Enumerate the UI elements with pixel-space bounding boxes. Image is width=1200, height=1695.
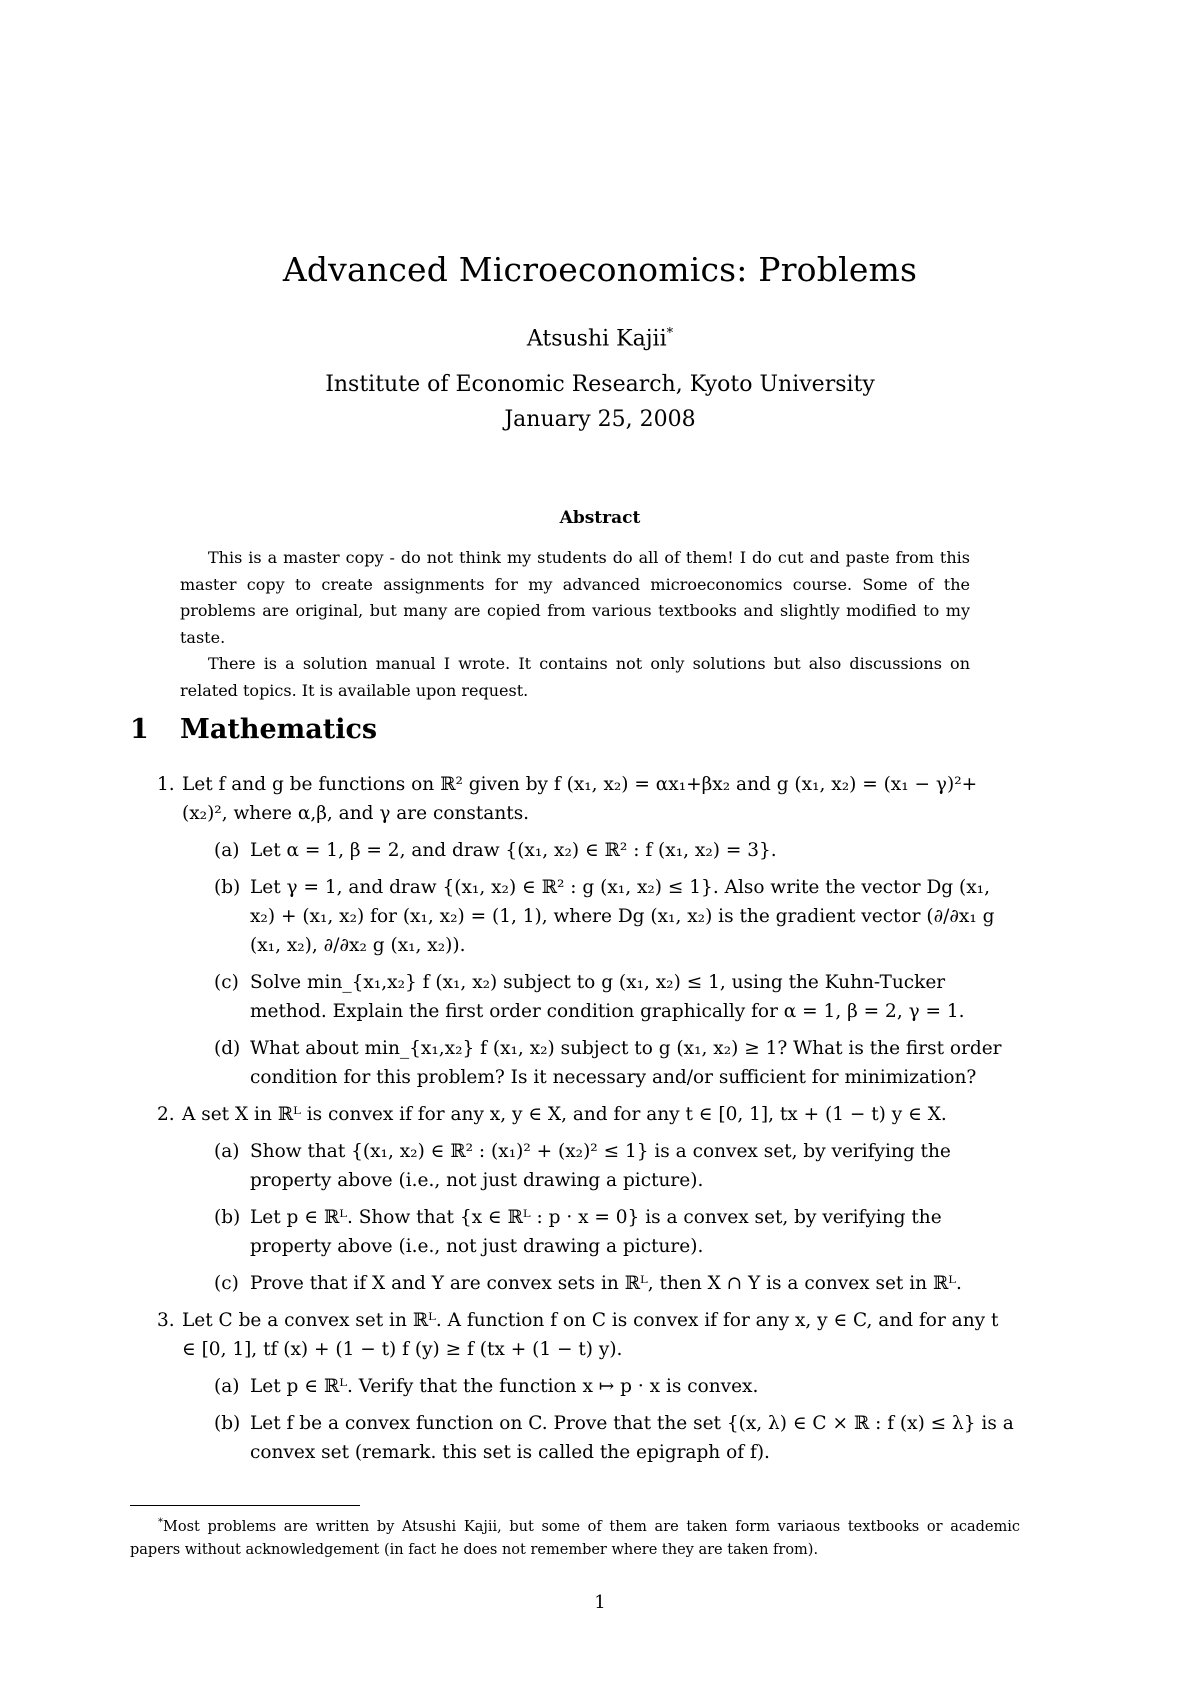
problem-part — [182, 1034, 1017, 1092]
problem-number: 3. — [157, 1310, 175, 1331]
problem-number: 2. — [157, 1104, 175, 1125]
abstract-paragraph: There is a solution manual I wrote. It contains not only solutions but also discussions on related topics. It is available upon request. — [180, 654, 970, 700]
problem-item — [157, 1100, 1017, 1298]
section-number: 1 — [130, 714, 149, 745]
footnote-mark: * — [158, 1517, 163, 1528]
problem-list — [157, 770, 1017, 1475]
abstract-paragraph: This is a master copy - do not think my students do all of them! I do cut and paste from this master copy to create assignments for my advanced microeconomics course. Some of the problems are original, but many are copied from various textbooks and slightly modified to my taste. — [180, 548, 970, 647]
part-label: (c) — [214, 1273, 239, 1294]
paper-title: Advanced Microeconomics: Problems — [282, 250, 918, 289]
author-line — [0, 326, 1200, 351]
abstract-heading: Abstract — [559, 508, 641, 528]
part-label: (c) — [214, 972, 239, 993]
problem-text: Let f and g be functions on ℝ² given by f (x₁, x₂) = αx₁+βx₂ and g (x₁, x₂) = (x₁ − γ)²+(x₂)², where α,β, and γ are constants. — [182, 774, 978, 824]
footnote-text: Most problems are written by Atsushi Kajii, but some of them are taken form variaous textbooks or academic papers without acknowledgement (in fact he does not remember where they are taken from). — [130, 1518, 1020, 1559]
part-label: (b) — [214, 877, 241, 898]
problem-part — [182, 1372, 1017, 1401]
part-text: Let α = 1, β = 2, and draw {(x₁, x₂) ∈ ℝ² : f (x₁, x₂) = 3}. — [250, 840, 777, 861]
author-name: Atsushi Kajii — [526, 326, 667, 352]
part-text: Let p ∈ ℝᴸ. Verify that the function x ↦ p · x is convex. — [250, 1376, 759, 1397]
part-label: (b) — [214, 1413, 241, 1434]
page-number: 1 — [594, 1592, 606, 1613]
author-footnote-mark: * — [666, 326, 674, 341]
part-label: (d) — [214, 1038, 241, 1059]
problem-item — [157, 770, 1017, 1092]
part-label: (b) — [214, 1207, 241, 1228]
part-text: Let p ∈ ℝᴸ. Show that {x ∈ ℝᴸ : p · x = 0} is a convex set, by verifying the property above (i.e., not just drawing a picture). — [250, 1207, 942, 1257]
part-label: (a) — [214, 1141, 240, 1162]
problem-part — [182, 1137, 1017, 1195]
affiliation: Institute of Economic Research, Kyoto University — [325, 372, 875, 397]
problem-part — [182, 1269, 1017, 1298]
abstract — [180, 545, 970, 704]
part-label: (a) — [214, 840, 240, 861]
part-text: Let f be a convex function on C. Prove that the set {(x, λ) ∈ C × ℝ : f (x) ≤ λ} is a convex set (remark. this set is called the epigraph of f). — [250, 1413, 1014, 1463]
problem-item — [157, 1306, 1017, 1467]
problem-part — [182, 968, 1017, 1026]
section-title: Mathematics — [180, 714, 378, 745]
problem-part — [182, 836, 1017, 865]
part-label: (a) — [214, 1376, 240, 1397]
date: January 25, 2008 — [504, 407, 696, 432]
footnote-rule — [130, 1505, 360, 1506]
part-text: Prove that if X and Y are convex sets in ℝᴸ, then X ∩ Y is a convex set in ℝᴸ. — [250, 1273, 962, 1294]
problem-number: 1. — [157, 774, 175, 795]
part-text: What about min_{x₁,x₂} f (x₁, x₂) subject to g (x₁, x₂) ≥ 1? What is the first order condition for this problem? Is it necessary and/or sufficient for minimization? — [250, 1038, 1002, 1088]
part-text: Show that {(x₁, x₂) ∈ ℝ² : (x₁)² + (x₂)² ≤ 1} is a convex set, by verifying the property above (i.e., not just drawing a picture). — [250, 1141, 951, 1191]
part-text: Solve min_{x₁,x₂} f (x₁, x₂) subject to g (x₁, x₂) ≤ 1, using the Kuhn-Tucker method. Explain the first order condition graphically for α = 1, β = 2, γ = 1. — [250, 972, 965, 1022]
problem-part — [182, 873, 1017, 960]
section-heading — [130, 714, 377, 745]
problem-part — [182, 1409, 1017, 1467]
part-text: Let γ = 1, and draw {(x₁, x₂) ∈ ℝ² : g (x₁, x₂) ≤ 1}. Also write the vector Dg (x₁, x₂) + (x₁, x₂) for (x₁, x₂) = (1, 1), where Dg (x₁, x₂) is the gradient vector (∂/∂x₁ g (x₁, x₂), ∂/∂x₂ g (x₁, x₂)). — [250, 877, 995, 956]
problem-part — [182, 1203, 1017, 1261]
problem-text: A set X in ℝᴸ is convex if for any x, y ∈ X, and for any t ∈ [0, 1], tx + (1 − t) y ∈ X. — [182, 1104, 947, 1125]
problem-text: Let C be a convex set in ℝᴸ. A function f on C is convex if for any x, y ∈ C, and for any t ∈ [0, 1], tf (x) + (1 − t) f (y) ≥ f (tx + (1 − t) y). — [182, 1310, 999, 1360]
footnote — [130, 1511, 1020, 1563]
